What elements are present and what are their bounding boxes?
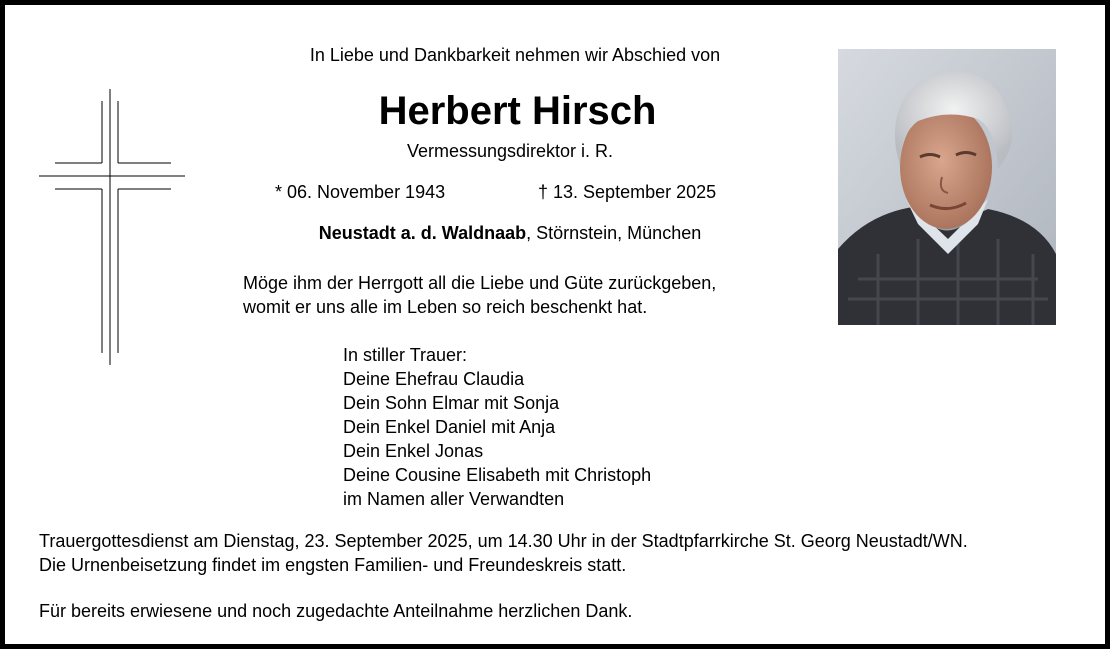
memorial-quote [243,271,716,319]
mourner-entry: Dein Enkel Daniel mit Anja [343,417,556,437]
deceased-title: Vermessungsdirektor i. R. [406,141,614,161]
place-primary: Neustadt a. d. Waldnaab [318,223,527,243]
mourners-list [343,343,651,511]
deceased-name: Herbert Hirsch [378,89,657,133]
mourners-heading: In stiller Trauer: [343,345,468,365]
quote-line: womit er uns alle im Leben so reich beschenkt hat. [243,297,648,317]
place-others: , Störnstein, München [526,223,702,243]
mourner-entry: Deine Cousine Elisabeth mit Christoph [343,465,652,485]
portrait-photo [838,49,1056,325]
intro-text: In Liebe und Dankbarkeit nehmen wir Abschied von [309,45,721,65]
thanks-text: Für bereits erwiesene und noch zugedachte Anteilnahme herzlichen Dank. [39,601,633,621]
service-info [39,529,968,577]
service-line: Die Urnenbeisetzung findet im engsten Familien- und Freundeskreis statt. [39,555,627,575]
birth-date: * 06. November 1943 [275,182,446,202]
mourner-entry: Dein Sohn Elmar mit Sonja [343,393,560,413]
mourner-entry: im Namen aller Verwandten [343,489,565,509]
mourner-entry: Deine Ehefrau Claudia [343,369,525,389]
death-date: † 13. September 2025 [538,182,717,202]
mourner-entry: Dein Enkel Jonas [343,441,484,461]
service-line: Trauergottesdienst am Dienstag, 23. September 2025, um 14.30 Uhr in der Stadtpfarrkirche St. Georg Neustadt/WN. [39,531,968,551]
quote-line: Möge ihm der Herrgott all die Liebe und Güte zurückgeben, [243,273,717,293]
